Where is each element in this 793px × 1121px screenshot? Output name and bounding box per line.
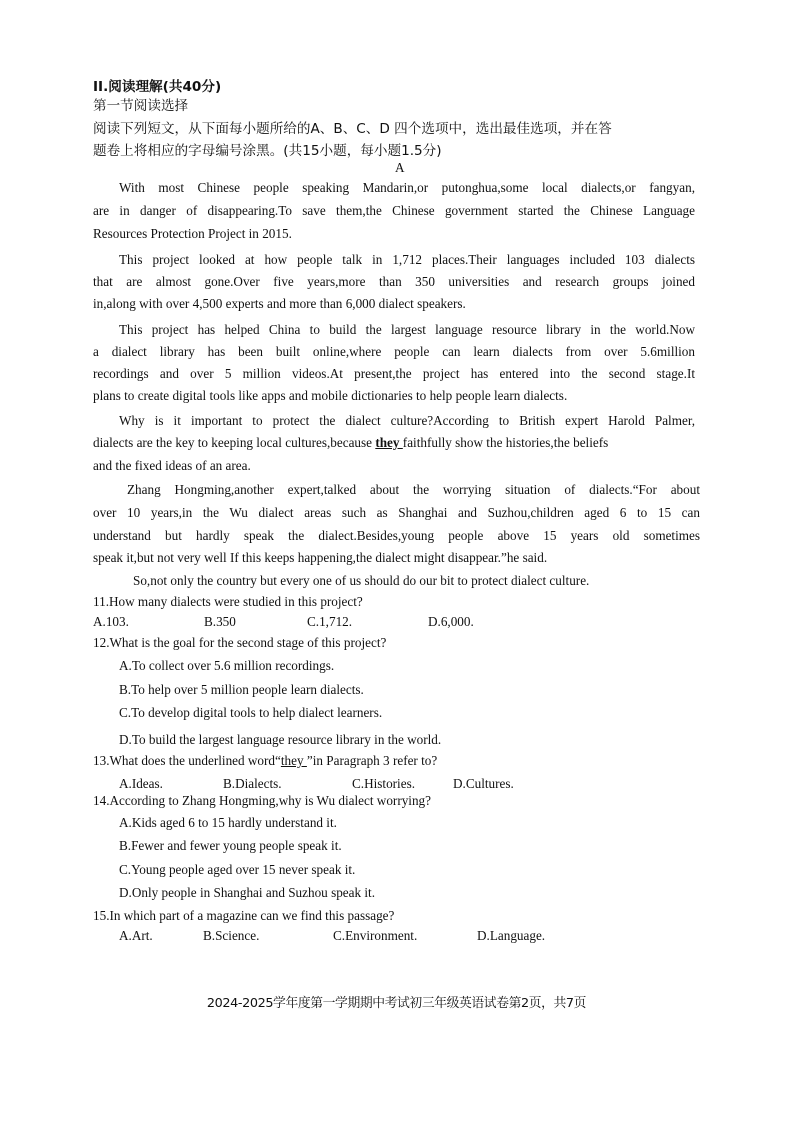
question-13-stem bbox=[93, 752, 437, 770]
question-13-option-a: A.Ideas. bbox=[119, 776, 163, 791]
underlined-word-they: they bbox=[375, 435, 403, 450]
question-12-option-c: C.To develop digital tools to help dialect learners. bbox=[119, 705, 383, 720]
paragraph-5-line-1: Zhang Hongming,another expert,talked about the worrying situation of dialects.“For about bbox=[127, 482, 700, 497]
paragraph-6: So,not only the country but every one of us should do our bit to protect dialect culture. bbox=[133, 573, 590, 588]
question-15-option-d: D.Language. bbox=[477, 928, 546, 943]
paragraph-4-line-3: and the fixed ideas of an area. bbox=[93, 458, 251, 473]
instructions-line-1: 阅读下列短文，从下面每小题所给的A、B、C、D 四个选项中，选出最佳选项，并在答 bbox=[93, 121, 612, 137]
question-14-option-b: B.Fewer and fewer young people speak it. bbox=[119, 838, 342, 853]
section-title: II.阅读理解(共40分) bbox=[93, 79, 222, 95]
question-11-option-b: B.350 bbox=[204, 614, 236, 629]
question-15-option-c: C.Environment. bbox=[333, 928, 418, 943]
question-14-stem: 14.According to Zhang Hongming,why is Wu dialect worrying? bbox=[93, 793, 432, 808]
paragraph-2-line-2: that are almost gone.Over five years,more than 350 universities and research groups joined bbox=[93, 274, 695, 289]
question-12-option-a: A.To collect over 5.6 million recordings. bbox=[119, 658, 335, 673]
paragraph-1-line-1: With most Chinese people speaking Mandarin,or putonghua,some local dialects,or fangyan, bbox=[119, 180, 695, 195]
passage-label: A bbox=[395, 160, 405, 175]
question-13-stem-pre: 13.What does the underlined word“ bbox=[93, 753, 281, 768]
paragraph-4-text-post: faithfully show the histories,the beliefs bbox=[402, 435, 609, 450]
question-11-option-a: A.103. bbox=[93, 614, 129, 629]
question-12-option-d: D.To build the largest language resource library in the world. bbox=[119, 732, 442, 747]
question-11-option-c: C.1,712. bbox=[307, 614, 353, 629]
paragraph-4-line-1: Why is it important to protect the dialect culture?According to British expert Harold Palmer, bbox=[119, 413, 695, 428]
paragraph-5-line-2: over 10 years,in the Wu dialect areas such as Shanghai and Suzhou,children aged 6 to 15 can bbox=[93, 505, 700, 520]
question-12-stem: 12.What is the goal for the second stage of this project? bbox=[93, 635, 387, 650]
paragraph-5-line-3: understand but hardly speak the dialect.Besides,young people above 15 years old sometimes bbox=[93, 528, 700, 543]
paragraph-3-line-4: plans to create digital tools like apps and mobile dictionaries to help people learn dialects. bbox=[93, 388, 568, 403]
question-13-stem-post: ”in Paragraph 3 refer to? bbox=[306, 753, 438, 768]
paragraph-1-line-3: Resources Protection Project in 2015. bbox=[93, 226, 292, 241]
question-15-option-a: A.Art. bbox=[119, 928, 153, 943]
page-footer: 2024-2025学年度第一学期期中考试初三年级英语试卷第2页，共7页 bbox=[206, 996, 587, 1011]
question-14-option-a: A.Kids aged 6 to 15 hardly understand it. bbox=[119, 815, 337, 830]
paragraph-3-line-1: This project has helped China to build the largest language resource library in the world.Now bbox=[119, 322, 695, 337]
question-11-option-d: D.6,000. bbox=[428, 614, 474, 629]
question-13-option-c: C.Histories. bbox=[352, 776, 416, 791]
paragraph-5-line-4: speak it,but not very well If this keeps happening,the dialect might disappear.”he said. bbox=[93, 550, 548, 565]
question-13-option-b: B.Dialects. bbox=[223, 776, 282, 791]
paragraph-1-line-2: are in danger of disappearing.To save them,the Chinese government started the Chinese Language bbox=[93, 203, 695, 218]
question-15-stem: 15.In which part of a magazine can we find this passage? bbox=[93, 908, 395, 923]
question-13-option-d: D.Cultures. bbox=[453, 776, 514, 791]
paragraph-3-line-2: a dialect library has been built online,where people can learn dialects from over 5.6million bbox=[93, 344, 695, 359]
question-15-option-b: B.Science. bbox=[203, 928, 260, 943]
question-11-stem: 11.How many dialects were studied in this project? bbox=[93, 594, 363, 609]
question-14-option-c: C.Young people aged over 15 never speak it. bbox=[119, 862, 356, 877]
instructions-line-2: 题卷上将相应的字母编号涂黑。(共15小题，每小题1.5分) bbox=[93, 143, 442, 159]
question-14-option-d: D.Only people in Shanghai and Suzhou speak it. bbox=[119, 885, 376, 900]
paragraph-4-text-pre: dialects are the key to keeping local cultures,because bbox=[93, 435, 376, 450]
section-subtitle: 第一节阅读选择 bbox=[93, 98, 189, 114]
paragraph-2-line-1: This project looked at how people talk in 1,712 places.Their languages included 103 dialects bbox=[119, 252, 695, 267]
question-13-underlined-they: they bbox=[280, 753, 307, 768]
question-12-option-b: B.To help over 5 million people learn dialects. bbox=[119, 682, 364, 697]
paragraph-2-line-3: in,along with over 4,500 experts and more than 6,000 dialect speakers. bbox=[93, 296, 466, 311]
paragraph-4-line-2 bbox=[93, 434, 695, 452]
paragraph-3-line-3: recordings and over 5 million videos.At present,the project has entered into the second stage.It bbox=[93, 366, 695, 381]
